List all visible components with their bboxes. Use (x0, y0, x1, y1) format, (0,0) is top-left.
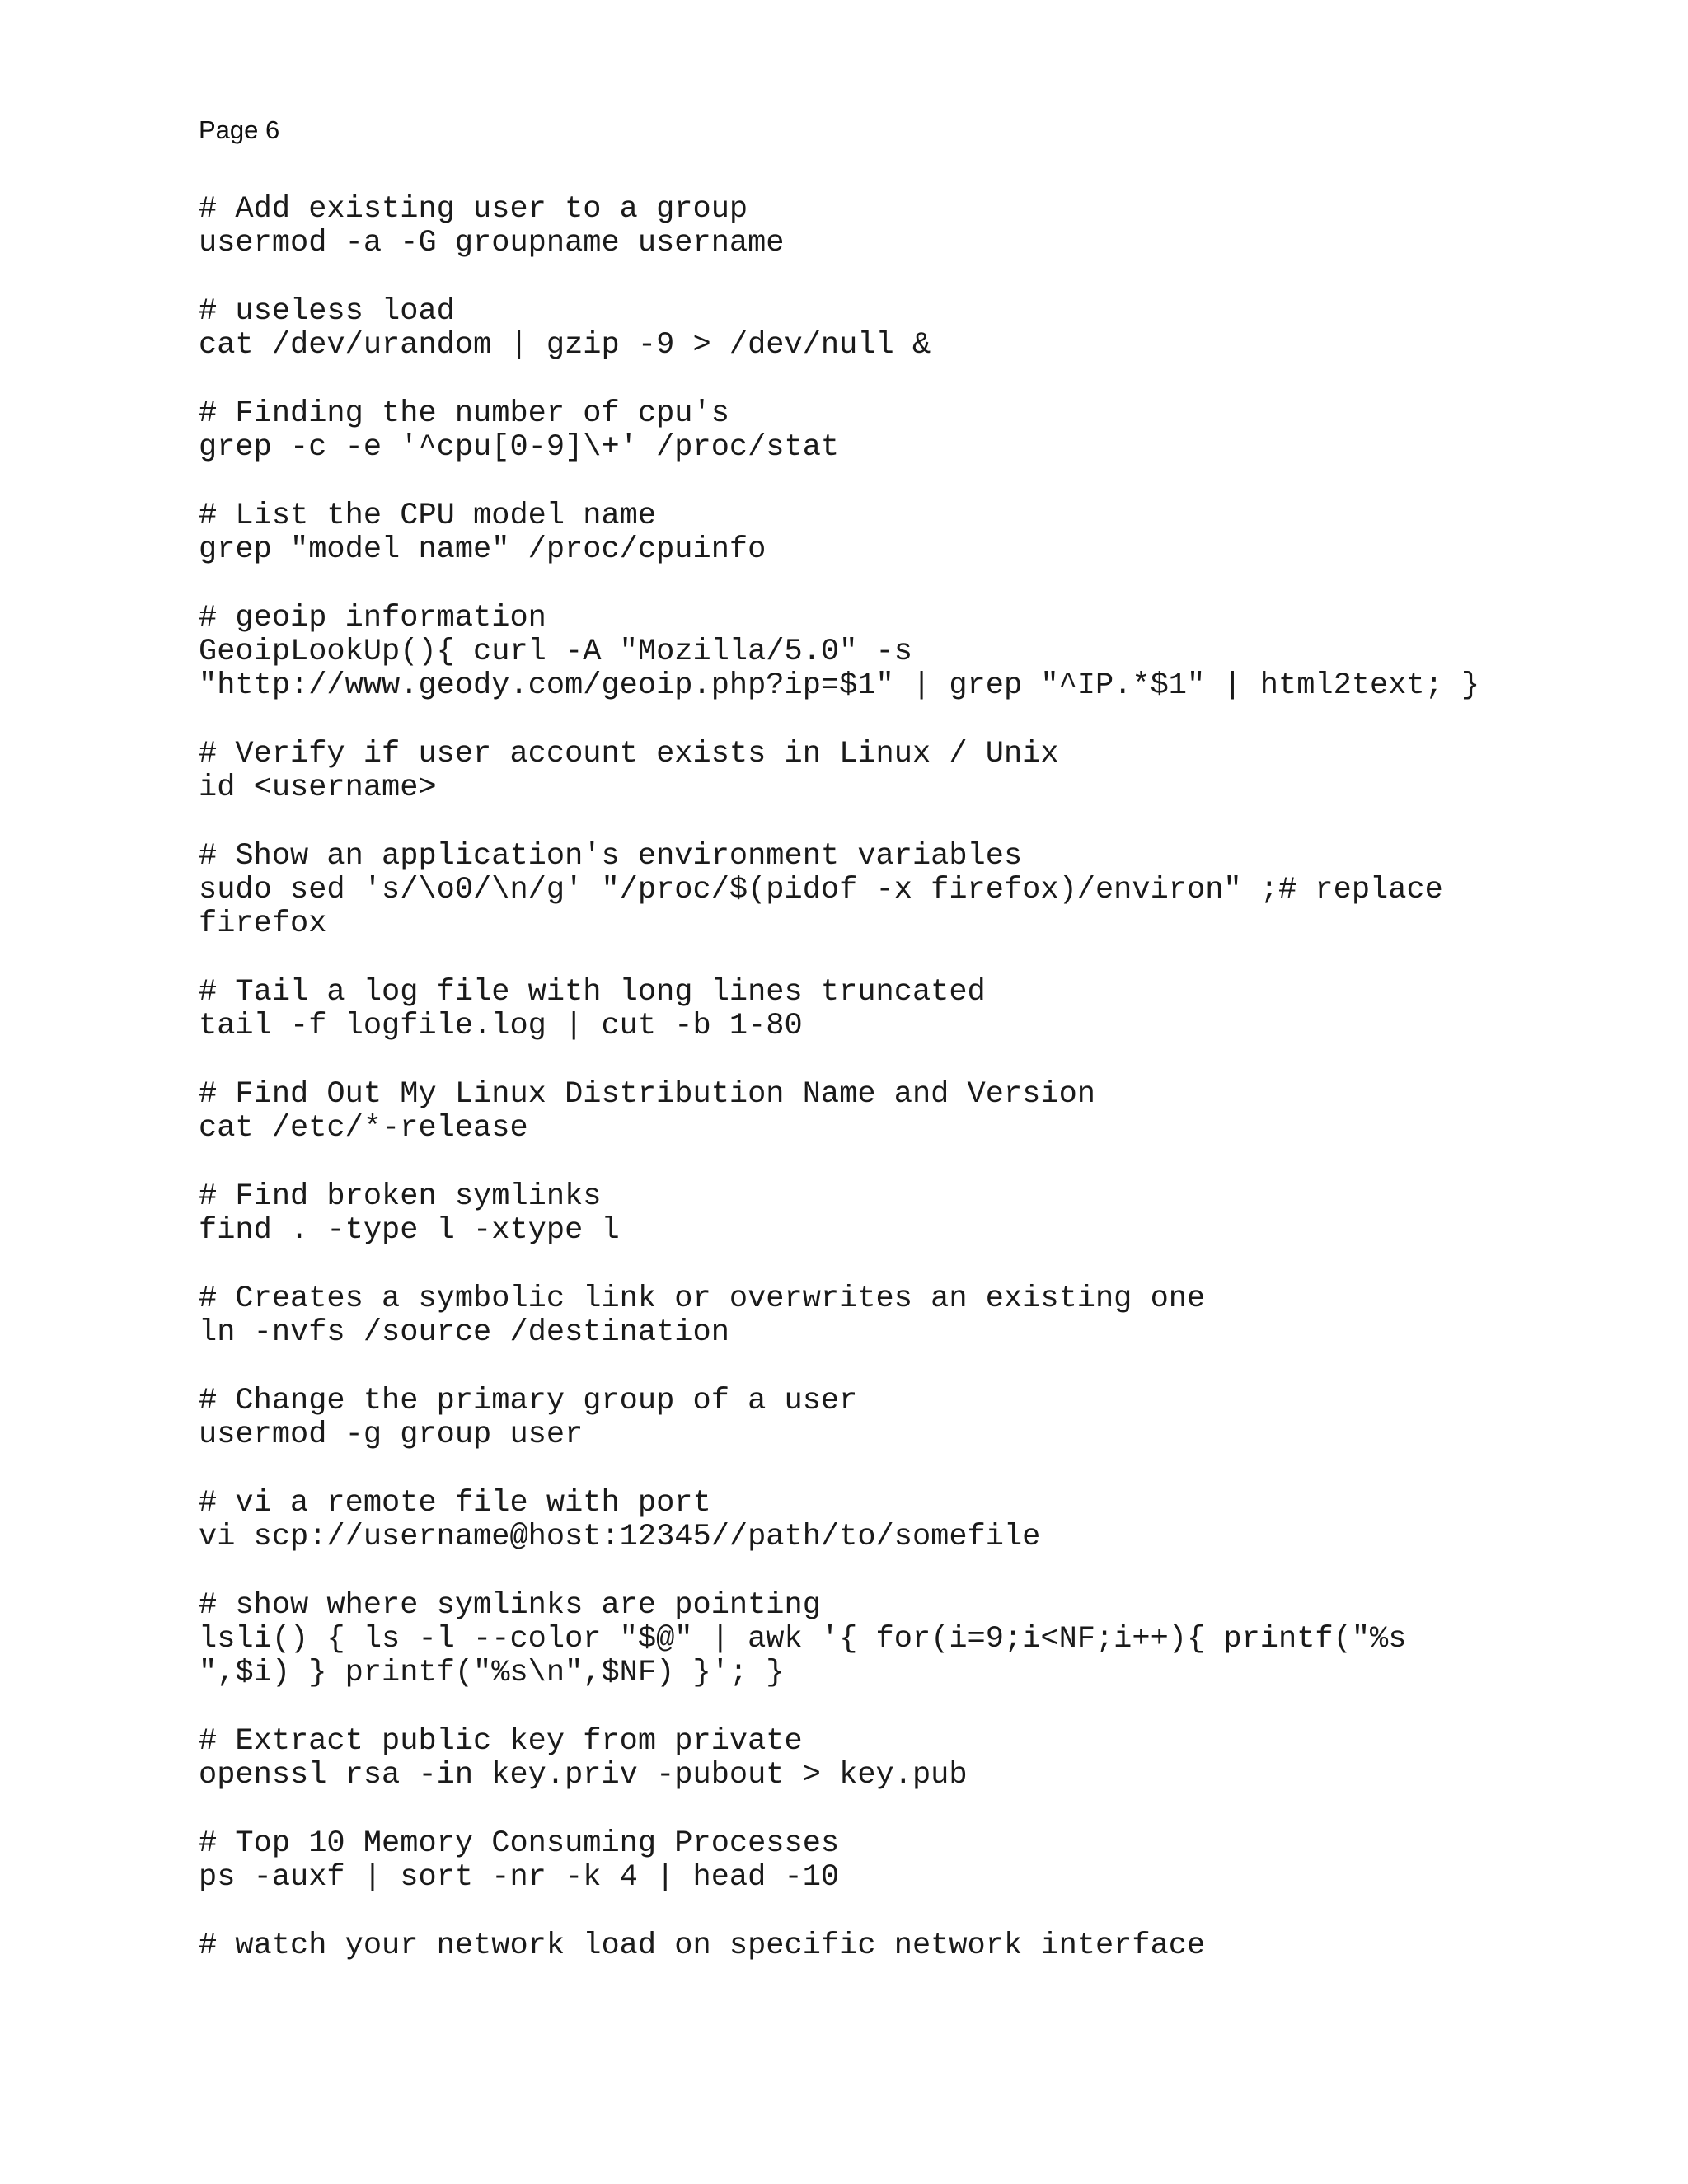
command-entry (199, 397, 1600, 465)
command-entry (199, 738, 1600, 805)
command-line: grep -c -e '^cpu[0-9]\+' /proc/stat (199, 430, 840, 465)
comment-line: # Extract public key from private (199, 1724, 803, 1759)
comment-line: # Verify if user account exists in Linux / Unix (199, 737, 1059, 771)
command-entry (199, 602, 1600, 703)
command-line: usermod -a -G groupname username (199, 226, 785, 260)
comment-line: # Creates a symbolic link or overwrites an existing one (199, 1282, 1206, 1316)
command-line-continued: "http://www.geody.com/geoip.php?ip=$1" | grep "^IP.*$1" | html2text; } (199, 668, 1480, 703)
comment-line: # Change the primary group of a user (199, 1384, 858, 1418)
command-line: openssl rsa -in key.priv -pubout > key.pub (199, 1758, 968, 1793)
command-line: usermod -g group user (199, 1418, 584, 1452)
command-line: id <username> (199, 771, 437, 805)
command-line: cat /etc/*-release (199, 1111, 528, 1146)
command-line: vi scp://username@host:12345//path/to/somefile (199, 1520, 1041, 1554)
command-entry (199, 193, 1600, 260)
command-entry (199, 1282, 1600, 1350)
comment-line: # vi a remote file with port (199, 1486, 711, 1521)
command-entry (199, 976, 1600, 1043)
command-line: ln -nvfs /source /destination (199, 1315, 729, 1350)
command-entry (199, 1385, 1600, 1452)
command-line: find . -type l -xtype l (199, 1213, 620, 1248)
comment-line: # Find Out My Linux Distribution Name and Version (199, 1077, 1095, 1112)
comment-line: # geoip information (199, 601, 546, 635)
comment-line: # Finding the number of cpu's (199, 396, 729, 431)
comment-line: # List the CPU model name (199, 499, 657, 533)
comment-line: # Add existing user to a group (199, 192, 748, 227)
command-line: grep "model name" /proc/cpuinfo (199, 532, 767, 567)
command-entry (199, 1827, 1600, 1895)
comment-line: # useless load (199, 294, 455, 329)
command-line: GeoipLookUp(){ curl -A "Mozilla/5.0" -s (199, 635, 912, 669)
command-list (199, 193, 1600, 1998)
comment-line: # Show an application's environment variables (199, 839, 1023, 874)
comment-line: # Tail a log file with long lines truncated (199, 975, 986, 1010)
command-entry (199, 499, 1600, 567)
comment-line: # Top 10 Memory Consuming Processes (199, 1826, 840, 1861)
command-entry (199, 1589, 1600, 1690)
command-line: lsli() { ls -l --color "$@" | awk '{ for(i=9;i<NF;i++){ printf("%s (199, 1622, 1407, 1657)
comment-line: # show where symlinks are pointing (199, 1588, 821, 1623)
command-line-continued: ",$i) } printf("%s\n",$NF) }'; } (199, 1656, 785, 1690)
command-entry (199, 1487, 1600, 1554)
command-line: sudo sed 's/\o0/\n/g' "/proc/$(pidof -x firefox)/environ" ;# replace (199, 873, 1443, 907)
command-entry (199, 1725, 1600, 1793)
comment-line: # Find broken symlinks (199, 1179, 602, 1214)
command-entry (199, 1078, 1600, 1146)
command-line: ps -auxf | sort -nr -k 4 | head -10 (199, 1860, 840, 1895)
comment-line: # watch your network load on specific network interface (199, 1929, 1206, 1963)
command-line-continued: firefox (199, 907, 327, 941)
command-entry (199, 295, 1600, 363)
command-line: cat /dev/urandom | gzip -9 > /dev/null & (199, 328, 931, 363)
command-entry (199, 1929, 1600, 1963)
command-entry (199, 840, 1600, 941)
command-entry (199, 1180, 1600, 1248)
command-line: tail -f logfile.log | cut -b 1-80 (199, 1009, 803, 1043)
page-number: Page 6 (199, 115, 280, 144)
